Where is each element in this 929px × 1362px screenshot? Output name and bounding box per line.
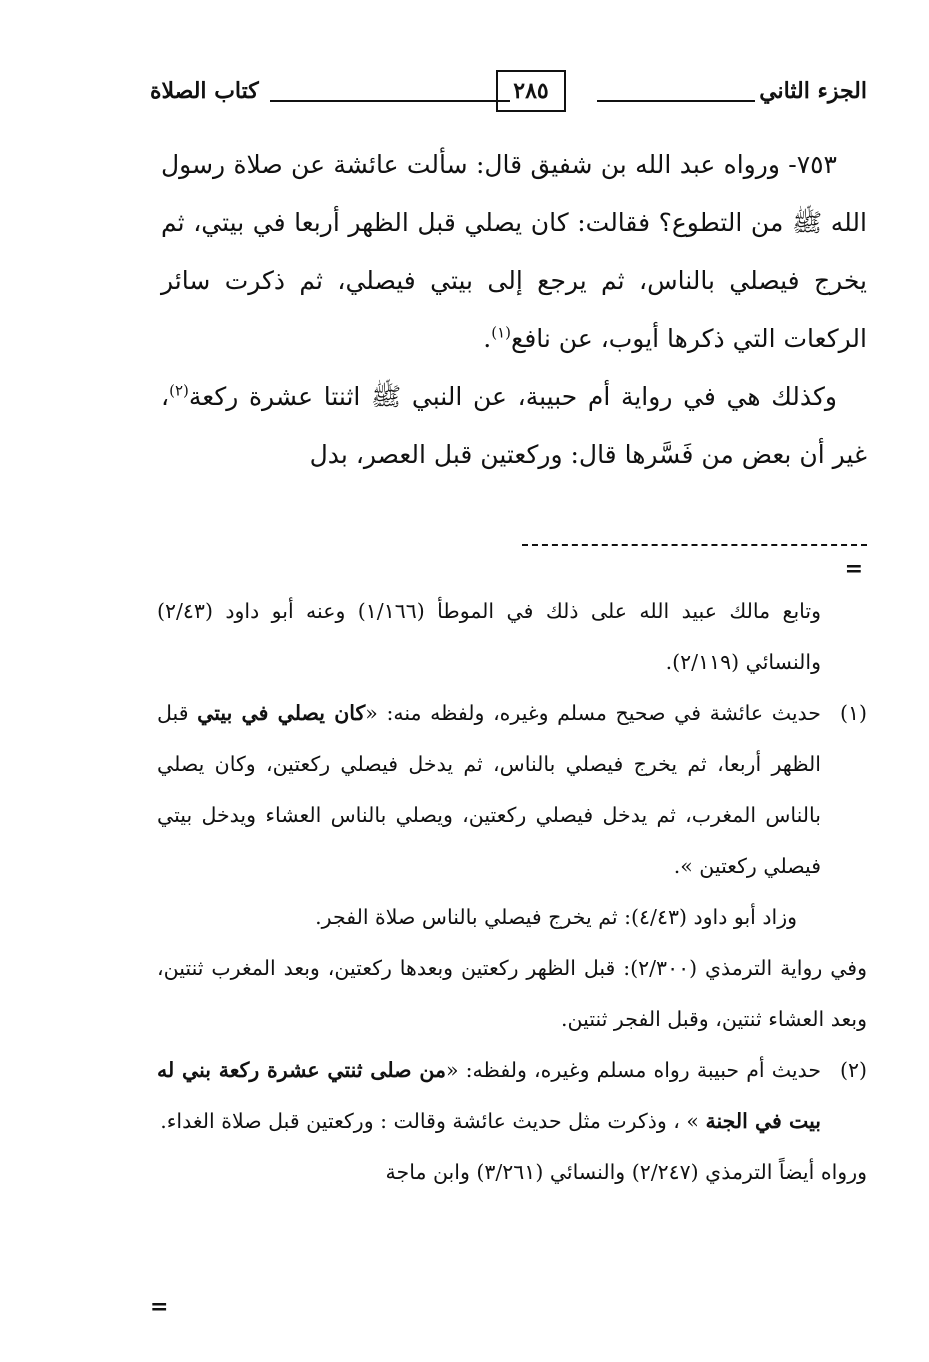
footnote-2-quote: من صلى ثنتي عشرة ركعة بني له بيت في الجنة bbox=[157, 1058, 821, 1133]
footnote-1-tirmidhi: وفي رواية الترمذي (٢/٣٠٠): قبل الظهر ركعتين وبعدها ركعتين، وبعد المغرب ثنتين، وبعد العشاء ثنتين، وقبل الفجر ثنتين. bbox=[157, 956, 867, 1031]
header-rule-right bbox=[597, 100, 755, 102]
paragraph-2-text-b: ، غير أن بعض من فَسَّرها قال: وركعتين قبل العصر، بدل bbox=[161, 382, 867, 469]
footnote-1-quote: كان يصلي في بيتي bbox=[197, 701, 366, 725]
footnote-1-lead: حديث عائشة في صحيح مسلم وغيره، ولفظه منه: « bbox=[365, 701, 821, 725]
volume-title: الجزء الثاني bbox=[759, 78, 867, 104]
footnotes bbox=[157, 586, 867, 1198]
footnote-ref-1: (١) bbox=[491, 323, 512, 342]
footnote-1 bbox=[157, 688, 867, 892]
footnote-2-rest: » ، وذكرت مثل حديث عائشة وقالت : وركعتين قبل صلاة الغداء. bbox=[160, 1109, 706, 1133]
footnote-ref-2: (٢) bbox=[169, 381, 189, 400]
footnote-2-number: (٢) bbox=[839, 1058, 867, 1082]
footnote-1-rest: قبل الظهر أربعا، ثم يخرج فيصلي بالناس، ثم يدخل فيصلي ركعتين، وكان يصلي بالناس المغرب، ثم يدخل فيصلي ركعتين، ويصلي بالناس العشاء ويدخل بيتي فيصلي ركعتين ». bbox=[157, 701, 821, 878]
footnote-2 bbox=[157, 1045, 867, 1147]
footnote-2-lead: حديث أم حبيبة رواه مسلم وغيره، ولفظه: « bbox=[445, 1058, 821, 1082]
continuation-mark-bottom: = bbox=[150, 1294, 169, 1320]
footnote-divider bbox=[522, 544, 867, 546]
paragraph-753-text: ٧٥٣- ورواه عبد الله بن شفيق قال: سألت عائشة عن صلاة رسول الله ﷺ من التطوع؟ فقالت: كان يصلي قبل الظهر أربعا في بيتي، ثم يخرج فيصلي بالناس، ثم يرجع إلى بيتي فيصلي، ثم ذكرت سائر الركعات التي ذكرها أيوب، عن نافع bbox=[161, 150, 867, 353]
footnote-1-number: (١) bbox=[839, 701, 867, 725]
footnote-1-abu-dawud: وزاد أبو داود (٤/٤٣): ثم يخرج فيصلي بالناس صلاة الفجر. bbox=[315, 905, 797, 929]
paragraph-753 bbox=[161, 136, 867, 368]
footnote-2-more-sources: ورواه أيضاً الترمذي (٢/٢٤٧) والنسائي (٣/٢٦١) وابن ماجة bbox=[385, 1160, 867, 1184]
main-text bbox=[161, 136, 867, 484]
paragraph-umm-habiba bbox=[161, 368, 867, 484]
footnote-continuation: وتابع مالك عبيد الله على ذلك في الموطأ (١/١٦٦) وعنه أبو داود (٢/٤٣) والنسائي (٢/١١٩). bbox=[157, 599, 821, 674]
paragraph-753-end: . bbox=[483, 324, 492, 353]
page-number: ٢٨٥ bbox=[496, 70, 566, 112]
continuation-mark-top: = bbox=[844, 556, 863, 582]
book-title: كتاب الصلاة bbox=[150, 78, 259, 104]
running-header bbox=[150, 70, 867, 114]
paragraph-2-text-a: وكذلك هي في رواية أم حبيبة، عن النبي ﷺ اثنتا عشرة ركعة bbox=[188, 382, 837, 411]
header-rule-left bbox=[270, 100, 510, 102]
